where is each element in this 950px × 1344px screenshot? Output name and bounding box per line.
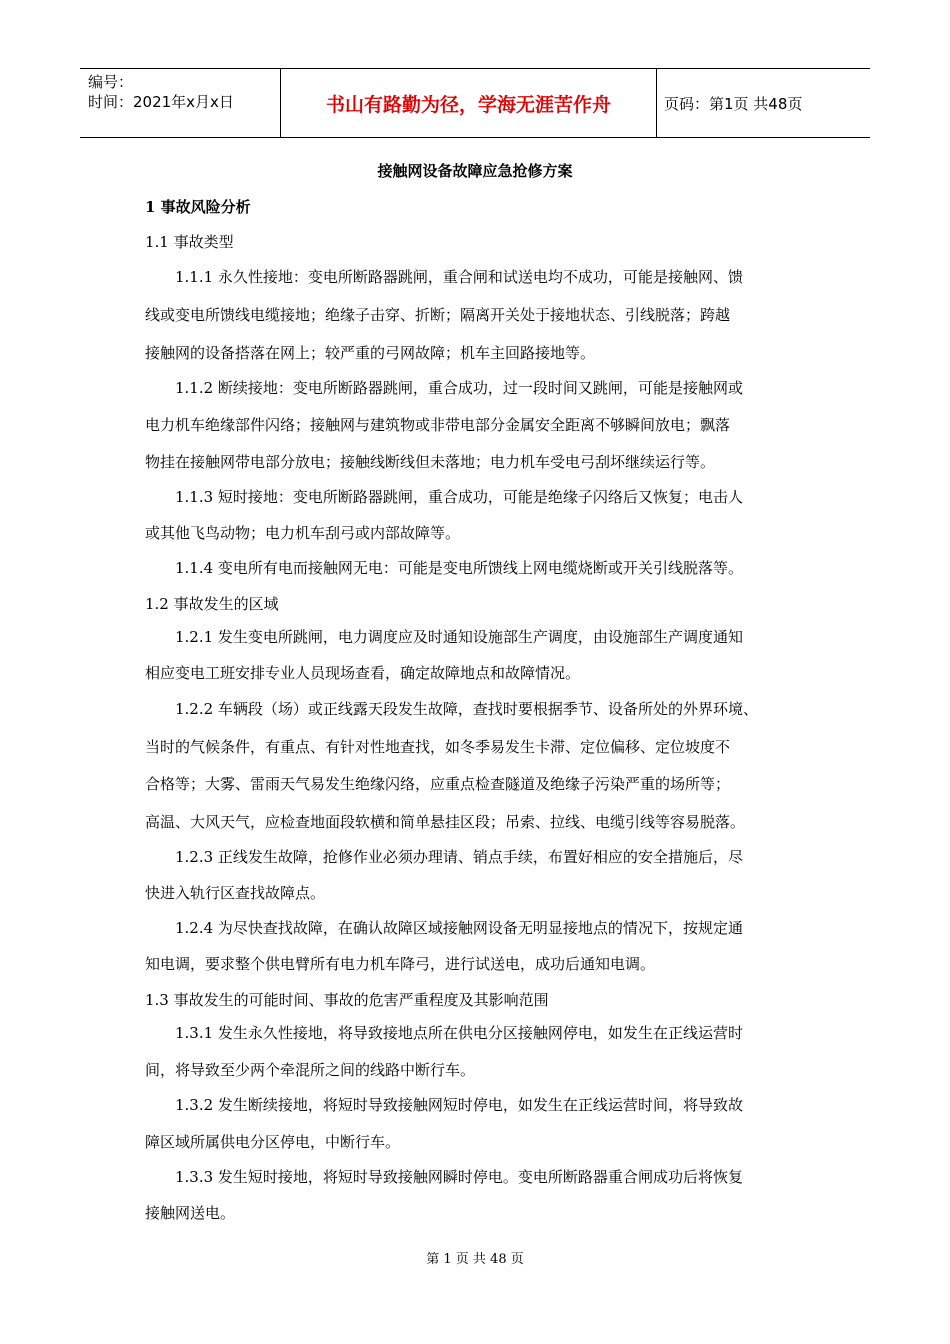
paragraph-line: 1.2.1 发生变电所跳闸，电力调度应及时通知设施部生产调度，由设施部生产调度通知 bbox=[175, 628, 743, 646]
paragraph-line: 1.1.4 变电所有电而接触网无电：可能是变电所馈线上网电缆烧断或开关引线脱落等。 bbox=[175, 559, 743, 577]
paragraph-line: 知电调，要求整个供电臂所有电力机车降弓，进行试送电，成功后通知电调。 bbox=[145, 955, 656, 973]
subsection-heading: 1.1 事故类型 bbox=[145, 233, 234, 251]
paragraph-line: 合格等；大雾、雷雨天气易发生绝缘闪络，应重点检查隧道及绝缘子污染严重的场所等； bbox=[145, 775, 731, 793]
paragraph-line: 或其他飞鸟动物；电力机车刮弓或内部故障等。 bbox=[145, 524, 461, 542]
paragraph-line: 线或变电所馈线电缆接地；绝缘子击穿、折断；隔离开关处于接地状态、引线脱落；跨越 bbox=[145, 306, 731, 324]
paragraph-line: 1.1.3 短时接地：变电所断路器跳闸，重合成功，可能是绝缘子闪络后又恢复；电击人 bbox=[175, 488, 743, 506]
paragraph-line: 1.2.2 车辆段（场）或正线露天段发生故障，查找时要根据季节、设备所处的外界环境、 bbox=[175, 700, 758, 718]
paragraph-line: 1.3.3 发生短时接地，将短时导致接触网瞬时停电。变电所断路器重合闸成功后将恢复 bbox=[175, 1168, 743, 1186]
paragraph-line: 1.2.4 为尽快查找故障，在确认故障区域接触网设备无明显接地点的情况下，按规定通 bbox=[175, 919, 743, 937]
paragraph-line: 快进入轨行区查找故障点。 bbox=[145, 884, 326, 902]
paragraph-line: 1.3.2 发生断续接地，将短时导致接触网短时停电，如发生在正线运营时间，将导致故 bbox=[175, 1096, 743, 1114]
paragraph-line: 高温、大风天气，应检查地面段软横和简单悬挂区段；吊索、拉线、电缆引线等容易脱落。 bbox=[145, 813, 746, 831]
header-divider bbox=[656, 69, 657, 137]
document-title: 接触网设备故障应急抢修方案 bbox=[377, 162, 573, 180]
paragraph-line: 接触网送电。 bbox=[145, 1204, 236, 1222]
number-label: 编号： bbox=[88, 73, 134, 91]
paragraph-line: 接触网的设备搭落在网上；较严重的弓网故障；机车主回路接地等。 bbox=[145, 344, 596, 362]
paragraph-line: 1.2.3 正线发生故障，抢修作业必须办理请、销点手续，布置好相应的安全措施后，尽 bbox=[175, 848, 743, 866]
paragraph-line: 相应变电工班安排专业人员现场查看，确定故障地点和故障情况。 bbox=[145, 664, 581, 682]
paragraph-line: 1.1.2 断续接地：变电所断路器跳闸，重合成功，过一段时间又跳闸，可能是接触网或 bbox=[175, 379, 743, 397]
section-heading: 1 事故风险分析 bbox=[145, 198, 251, 216]
paragraph-line: 间，将导致至少两个牵混所之间的线路中断行车。 bbox=[145, 1061, 476, 1079]
header-page-info: 页码：第1页 共48页 bbox=[664, 94, 803, 113]
paragraph-line: 障区域所属供电分区停电，中断行车。 bbox=[145, 1133, 401, 1151]
paragraph-line: 物挂在接触网带电部分放电；接触线断线但未落地；电力机车受电弓刮坏继续运行等。 bbox=[145, 453, 716, 471]
page-header bbox=[80, 68, 870, 138]
paragraph-line: 当时的气候条件，有重点、有针对性地查找，如冬季易发生卡滞、定位偏移、定位坡度不 bbox=[145, 738, 731, 756]
header-motto: 书山有路勤为径，学海无涯苦作舟 bbox=[325, 93, 611, 116]
time-label: 时间：2021年x月x日 bbox=[88, 93, 234, 111]
paragraph-line: 1.1.1 永久性接地：变电所断路器跳闸，重合闸和试送电均不成功，可能是接触网、馈 bbox=[175, 268, 743, 286]
page-footer: 第 1 页 共 48 页 bbox=[426, 1252, 524, 1267]
header-meta bbox=[80, 69, 280, 140]
subsection-heading: 1.3 事故发生的可能时间、事故的危害严重程度及其影响范围 bbox=[145, 991, 549, 1009]
paragraph-line: 1.3.1 发生永久性接地，将导致接地点所在供电分区接触网停电，如发生在正线运营时 bbox=[175, 1024, 743, 1042]
subsection-heading: 1.2 事故发生的区域 bbox=[145, 595, 279, 613]
paragraph-line: 电力机车绝缘部件闪络；接触网与建筑物或非带电部分金属安全距离不够瞬间放电；飘落 bbox=[145, 416, 731, 434]
